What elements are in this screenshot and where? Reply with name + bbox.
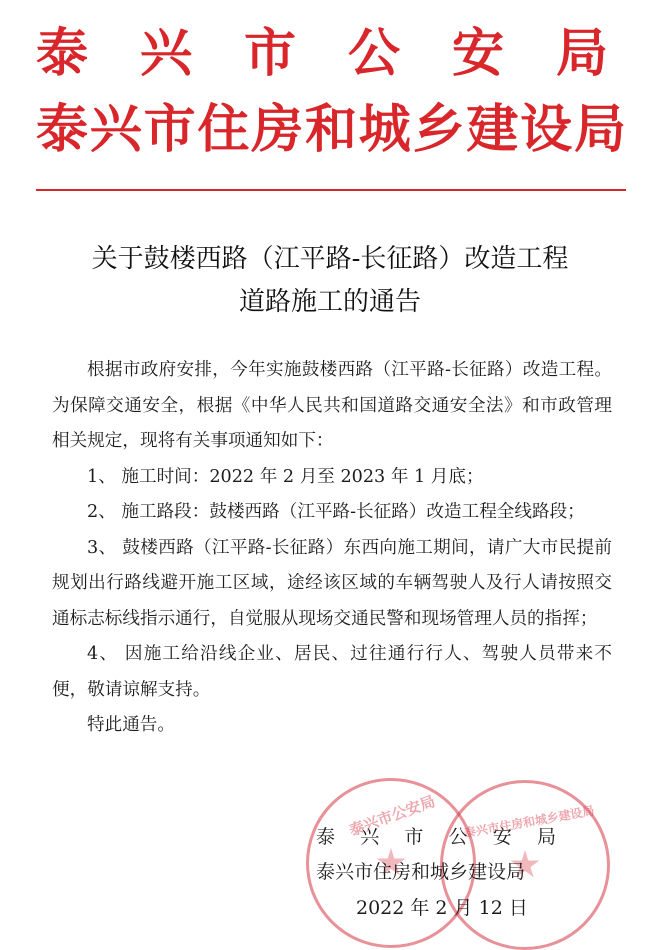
item-construction-time: 1、 施工时间：2022 年 2 月至 2023 年 1 月底； xyxy=(87,466,484,487)
item-apology: 4、 因施工给沿线企业、居民、过往通行行人、驾驶人员带来不便，敬请谅解支持。 xyxy=(52,644,612,700)
notice-body xyxy=(52,353,612,744)
signature-housing-construction: 泰兴市住房和城乡建设局 xyxy=(316,861,526,883)
item-traffic-guidance: 3、 鼓楼西路（江平路-长征路）东西向施工期间，请广大市民提前规划出行路线避开施工区域，途经该区域的车辆驾驶人及行人请按照交通标志标线指示通行，自觉服从现场交通民警和现场管理人员的指挥； xyxy=(52,537,612,629)
signature-date: 2022 年 2 月 12 日 xyxy=(356,897,528,919)
issuer-header-housing-construction: 泰兴市住房和城乡建设局 xyxy=(36,100,626,160)
notice-title-line-2: 道路施工的通告 xyxy=(238,287,421,317)
signature-public-security: 泰兴市公安局 xyxy=(316,826,556,848)
item-construction-section: 2、 施工路段：鼓楼西路（江平路-长征路）改造工程全线路段； xyxy=(87,502,585,522)
intro-paragraph: 根据市政府安排，今年实施鼓楼西路（江平路-长征路）改造工程。为保障交通安全，根据《中华人民共和国道路交通安全法》和市政管理相关规定，现将有关事项通知如下： xyxy=(52,360,612,451)
seal-2-text: 泰兴市住房和城乡建设局 xyxy=(462,803,596,841)
red-divider-line xyxy=(36,189,626,191)
notice-title-line-1: 关于鼓楼西路（江平路-长征路）改造工程 xyxy=(91,244,569,274)
issuer-header-public-security: 泰兴市公安局 xyxy=(36,24,626,84)
seal-1-text: 泰兴市公安局 xyxy=(346,792,438,840)
closing-text: 特此通告。 xyxy=(87,715,175,735)
